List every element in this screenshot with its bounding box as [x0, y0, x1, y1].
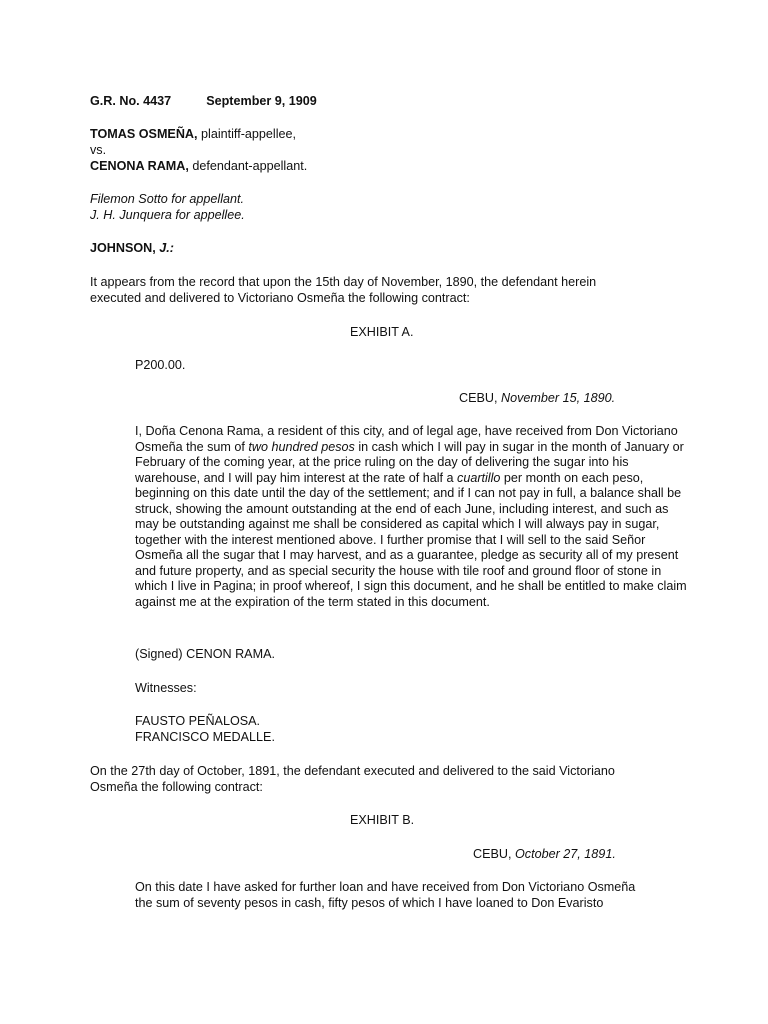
exhibit-a-heading: EXHIBIT A.	[350, 325, 414, 339]
versus: vs.	[90, 143, 107, 157]
transition-line-1: On the 27th day of October, 1891, the defendant executed and delivered to the said Victoriano	[90, 764, 615, 778]
exhibit-b-line-1: On this date I have asked for further loan and have received from Don Victoriano Osmeña	[135, 880, 636, 894]
defendant-role: defendant-appellant.	[188, 159, 308, 173]
intro-line-2: executed and delivered to Victoriano Osmeña the following contract:	[90, 291, 470, 305]
exhibit-a-signature: (Signed) CENON RAMA.	[135, 647, 275, 661]
exhibit-a-place: CEBU,	[459, 391, 501, 405]
transition-line-2: Osmeña the following contract:	[90, 780, 263, 794]
case-date: September 9, 1909	[206, 94, 317, 108]
case-header	[90, 93, 317, 109]
intro-line-1: It appears from the record that upon the 15th day of November, 1890, the defendant herein	[90, 275, 597, 289]
exhibit-a-body-text-2: in cash which I will pay in sugar in the month of January or February of the coming year, at the price ruling on the day of delivering the sugar into his warehouse, and I will pay him interest at the rate of half a	[135, 439, 684, 485]
defendant-line	[90, 158, 307, 174]
defendant-name: CENONA RAMA,	[90, 159, 189, 173]
exhibit-a-body-term: cuartillo	[457, 470, 501, 485]
plaintiff-name: TOMAS OSMEÑA,	[90, 127, 198, 141]
witness-2: FRANCISCO MEDALLE.	[135, 730, 275, 744]
exhibit-b-heading: EXHIBIT B.	[350, 813, 415, 827]
exhibit-b-line-2: the sum of seventy pesos in cash, fifty pesos of which I have loaned to Don Evaristo	[135, 896, 604, 910]
witness-1: FAUSTO PEÑALOSA.	[135, 714, 261, 728]
counsel-appellant: Filemon Sotto for appellant.	[90, 192, 245, 206]
exhibit-a-body-text-3: per month on each peso, beginning on this date until the day of the settlement; and if I can not pay in full, a balance shall be struck, showing the amount outstanding at the end of each June, including interest, and such as may be outstanding against me shall be considered as capital which I will always pay in sugar, together with the interest mentioned above. I further promise that I will sell to the said Señor Osmeña all the sugar that I may harvest, and as a guarantee, pledge as security all of my present and future property, and as special security the house with tile roof and ground floor of stone in which I live in Pagina; in proof whereof, I sign this document, and he shall be entitled to make claim against me at the expiration of the term stated in this document.	[135, 470, 687, 609]
case-number: G.R. No. 4437	[90, 94, 172, 108]
exhibit-a-amount: P200.00.	[135, 358, 186, 372]
exhibit-a-place-date	[459, 390, 615, 406]
plaintiff-role: plaintiff-appellee,	[197, 127, 297, 141]
witnesses-label: Witnesses:	[135, 681, 197, 695]
plaintiff-line	[90, 126, 296, 142]
judge-line	[90, 240, 174, 256]
exhibit-a-date: November 15, 1890.	[501, 391, 616, 405]
exhibit-a-body-text-1: I, Doña Cenona Rama, a resident of this city, and of legal age, have received from Don Victoriano Osmeña the sum of	[135, 424, 678, 454]
exhibit-a-body-amount: two hundred pesos	[248, 439, 355, 454]
judge-name: JOHNSON,	[90, 241, 160, 255]
exhibit-b-place-date	[473, 846, 616, 862]
judge-suffix: J.:	[159, 241, 174, 255]
exhibit-a-body	[135, 424, 695, 610]
counsel-appellee: J. H. Junquera for appellee.	[90, 208, 245, 222]
exhibit-b-date: October 27, 1891.	[515, 847, 616, 861]
exhibit-b-place: CEBU,	[473, 847, 515, 861]
